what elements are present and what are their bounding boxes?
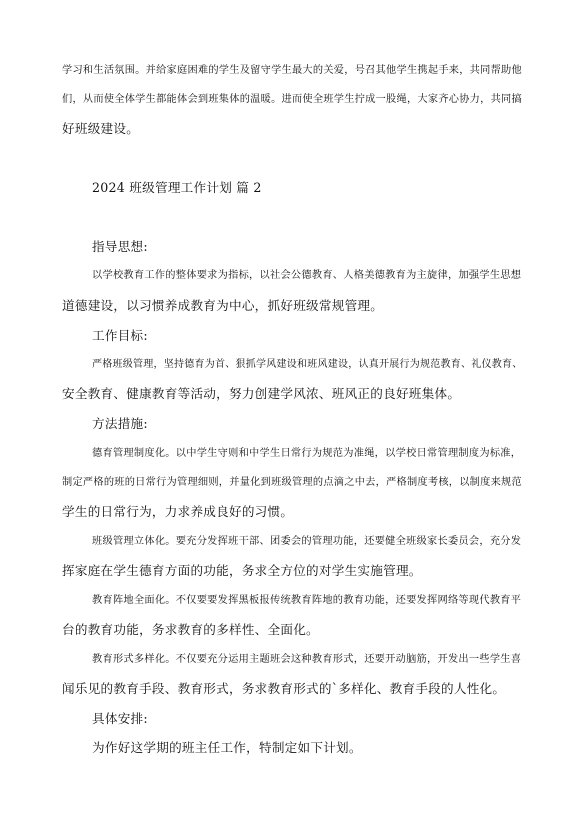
section-title: 2024 班级管理工作计划 篇 2 [92,180,262,195]
intro-line-1: 学习和生活氛围。并给家庭困难的学生及留守学生最大的关爱，号召其他学生携起手来，共同帮助他 [62,65,522,76]
intro-line-2: 们，从而使全体学生都能体会到班集体的温暖。进而使全班学生拧成一股绳，大家齐心协力，共同搞 [62,94,522,105]
measure-4-line-1: 教育形式多样化。不仅要充分运用主题班会这种教育形式，还要开动脑筋，开发出一些学生喜 [92,654,522,665]
goal-line-1: 严格班级管理，坚持德育为首、狠抓学风建设和班风建设，认真开展行为规范教育、礼仪教育、 [92,359,523,370]
measure-2-line-2: 挥家庭在学生德育方面的功能，务求全方位的对学生实施管理。 [62,563,422,578]
measure-2-line-1: 班级管理立体化。要充分发挥班干部、团委会的管理功能，还要健全班级家长委员会，充分发 [92,536,522,547]
measure-3-line-1: 教育阵地全面化。不仅要要发挥黑板报传统教育阵地的教育功能，还要发挥网络等现代教育平 [92,595,522,606]
measures-heading: 方法措施: [92,416,148,431]
guiding-line-2: 道德建设，以习惯养成教育为中心，抓好班级常规管理。 [62,298,384,313]
schedule-line-1: 为作好这学期的班主任工作，特制定如下计划。 [92,740,362,755]
goal-line-2: 安全教育、健康教育等活动，努力创建学风浓、班风正的良好班集体。 [62,386,461,401]
guiding-line-1: 以学校教育工作的整体要求为指标，以社会公德教育、人格美德教育为主旋律，加强学生思想 [92,270,522,281]
measure-3-line-2: 台的教育功能，务求教育的多样性、全面化。 [62,622,319,637]
goal-heading: 工作目标: [92,328,148,343]
measure-1-line-3: 学生的日常行为，力求养成良好的习惯。 [62,504,294,519]
intro-line-3: 好班级建设。 [62,121,140,136]
measure-1-line-2: 制定严格的班的日常行为管理细则，并量化到班级管理的点滴之中去，严格制度考核，以制度来规范 [62,477,522,488]
measure-1-line-1: 德育管理制度化。以中学生守则和中学生日常行为规范为准绳，以学校日常管理制度为标准， [92,448,522,459]
measure-4-line-2: 闻乐见的教育手段、教育形式，务求教育形式的`多样化、教育手段的人性化。 [62,681,506,696]
schedule-heading: 具体安排: [92,711,148,726]
guiding-heading: 指导思想: [92,239,148,254]
